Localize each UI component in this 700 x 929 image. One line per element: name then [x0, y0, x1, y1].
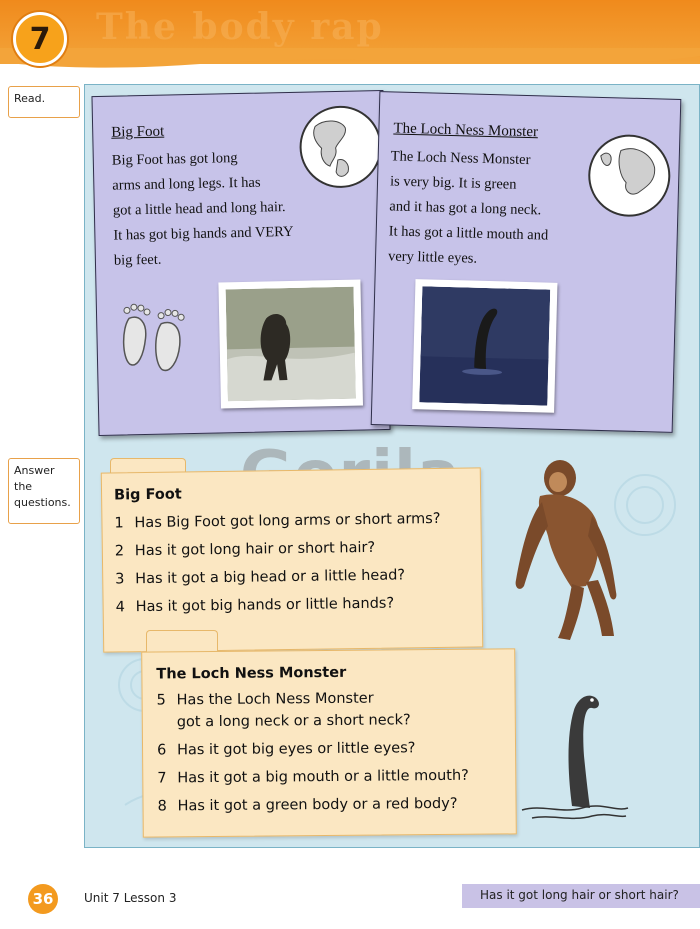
loch-ness-photo	[412, 279, 557, 413]
question-number: 1	[114, 515, 124, 532]
bigfoot-photo	[218, 280, 363, 409]
bigfoot-card-text	[112, 145, 295, 274]
question-text: Has it got long hair or short hair?	[134, 539, 376, 560]
question-text: Has it got a green body or a red body?	[177, 795, 458, 815]
text-line: and it has got a long neck.	[389, 198, 542, 219]
loch-ness-questions-title: The Loch Ness Monster	[156, 664, 347, 683]
question-item	[114, 511, 440, 532]
question-text: Has it got a big mouth or a little mouth?	[177, 767, 469, 787]
loch-ness-card-text	[388, 144, 551, 273]
question-item	[157, 768, 469, 787]
loch-ness-card	[371, 91, 682, 433]
loch-ness-illustration	[512, 676, 632, 826]
question-item	[116, 596, 395, 616]
question-item	[115, 540, 376, 560]
footer-strip	[462, 884, 700, 908]
question-item	[157, 740, 416, 758]
text-line: got a little head and long hair.	[112, 199, 286, 219]
loch-ness-questions	[141, 648, 517, 837]
question-text: Has Big Foot got long arms or short arms?	[134, 510, 441, 532]
question-box-tab	[146, 630, 218, 653]
text-line: It has got big hands and VERY	[113, 223, 294, 244]
footer-unit-lesson: Unit 7 Lesson 3	[84, 891, 177, 905]
page-number: 36	[28, 884, 58, 914]
bigfoot-card	[91, 90, 390, 436]
question-number: 3	[115, 571, 125, 588]
globe-americas-icon	[299, 105, 383, 189]
footer-strip-text: Has it got long hair or short hair?	[480, 888, 679, 902]
text-line: is very big. It is green	[389, 173, 517, 193]
question-item	[157, 691, 374, 709]
globe-europe-icon	[587, 134, 671, 218]
question-number: 8	[157, 798, 167, 815]
question-item	[157, 712, 411, 730]
question-number: 2	[114, 543, 125, 560]
question-text: Has it got a big head or a little head?	[135, 567, 406, 588]
footprints-icon	[117, 297, 209, 379]
question-text: Has it got big eyes or little eyes?	[176, 740, 416, 759]
question-number: 7	[157, 770, 167, 787]
question-item	[115, 567, 405, 587]
question-text: Has the Loch Ness Monster	[176, 690, 374, 709]
question-number: 4	[115, 599, 125, 616]
answer-instruction-line: Answer	[14, 464, 55, 477]
answer-instruction-line: the	[14, 480, 33, 493]
read-instruction: Read.	[8, 86, 80, 118]
text-line: Big Foot has got long	[111, 150, 238, 169]
question-number: 5	[156, 692, 166, 709]
text-line: very little eyes.	[387, 248, 478, 267]
bigfoot-questions-title: Big Foot	[113, 486, 182, 504]
bigfoot-illustration	[502, 456, 632, 646]
text-line: big feet.	[113, 251, 162, 269]
loch-ness-card-title: The Loch Ness Monster	[393, 120, 539, 141]
text-line: arms and long legs. It has	[112, 174, 261, 194]
answer-instruction	[8, 458, 80, 524]
bigfoot-card-title: Big Foot	[111, 123, 165, 141]
answer-instruction-line: questions.	[14, 496, 71, 509]
unit-number-badge	[13, 12, 67, 66]
question-number: 6	[156, 742, 167, 759]
bigfoot-questions	[101, 467, 483, 652]
page-title: The body rap	[96, 6, 384, 48]
question-item	[157, 796, 457, 815]
text-line: It has got a little mouth and	[388, 223, 549, 244]
header-wave	[0, 48, 700, 78]
question-text: got a long neck or a short neck?	[176, 712, 411, 731]
question-text: Has it got big hands or little hands?	[135, 595, 395, 616]
text-line: The Loch Ness Monster	[390, 148, 531, 169]
unit-number: 7	[29, 21, 51, 57]
